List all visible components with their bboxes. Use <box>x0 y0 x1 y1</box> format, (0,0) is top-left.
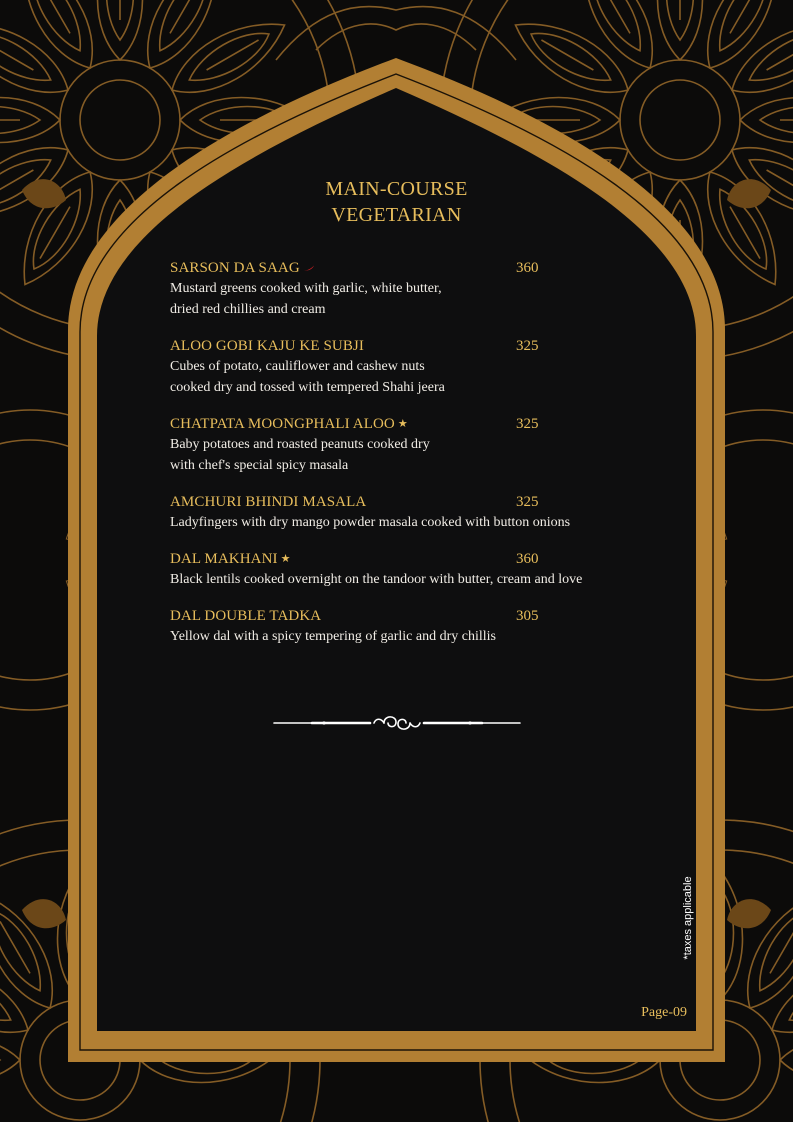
section-title <box>0 176 793 228</box>
menu-items <box>170 258 650 663</box>
star-icon: ★ <box>397 418 408 430</box>
section-title-line2: VEGETARIAN <box>331 204 462 226</box>
section-title-line1: MAIN-COURSE <box>325 178 468 200</box>
item-price: 325 <box>516 494 539 510</box>
item-description: Ladyfingers with dry mango powder masala cooked with button onions <box>170 515 571 530</box>
menu-item <box>170 258 650 320</box>
menu-item <box>170 549 650 590</box>
item-price: 360 <box>516 260 539 276</box>
item-name: DAL MAKHANI <box>170 551 278 567</box>
item-price: 360 <box>516 551 539 567</box>
item-price: 325 <box>516 416 539 432</box>
page-number: Page-09 <box>641 1005 687 1020</box>
item-price: 305 <box>516 608 539 624</box>
menu-item <box>170 336 650 398</box>
item-description: Black lentils cooked overnight on the tandoor with butter, cream and love <box>170 572 583 587</box>
item-description: Mustard greens cooked with garlic, white butter, dried red chillies and cream <box>170 281 442 317</box>
item-name: CHATPATA MOONGPHALI ALOO <box>170 416 395 432</box>
item-name: DAL DOUBLE TADKA <box>170 608 322 624</box>
item-name: ALOO GOBI KAJU KE SUBJI <box>170 338 364 354</box>
star-icon: ★ <box>280 553 291 565</box>
menu-item <box>170 414 650 476</box>
ornamental-divider <box>272 711 522 735</box>
item-name: AMCHURI BHINDI MASALA <box>170 494 367 510</box>
menu-item <box>170 606 650 647</box>
taxes-note: *taxes applicable <box>682 876 694 960</box>
item-price: 325 <box>516 338 539 354</box>
item-description: Yellow dal with a spicy tempering of garlic and dry chillis <box>170 629 496 644</box>
menu-item <box>170 492 650 533</box>
item-description: Cubes of potato, cauliflower and cashew nuts cooked dry and tossed with tempered Shahi jeera <box>170 359 445 395</box>
item-name: SARSON DA SAAG <box>170 260 300 276</box>
item-description: Baby potatoes and roasted peanuts cooked dry with chef's special spicy masala <box>170 437 430 473</box>
chilli-icon <box>303 265 315 271</box>
